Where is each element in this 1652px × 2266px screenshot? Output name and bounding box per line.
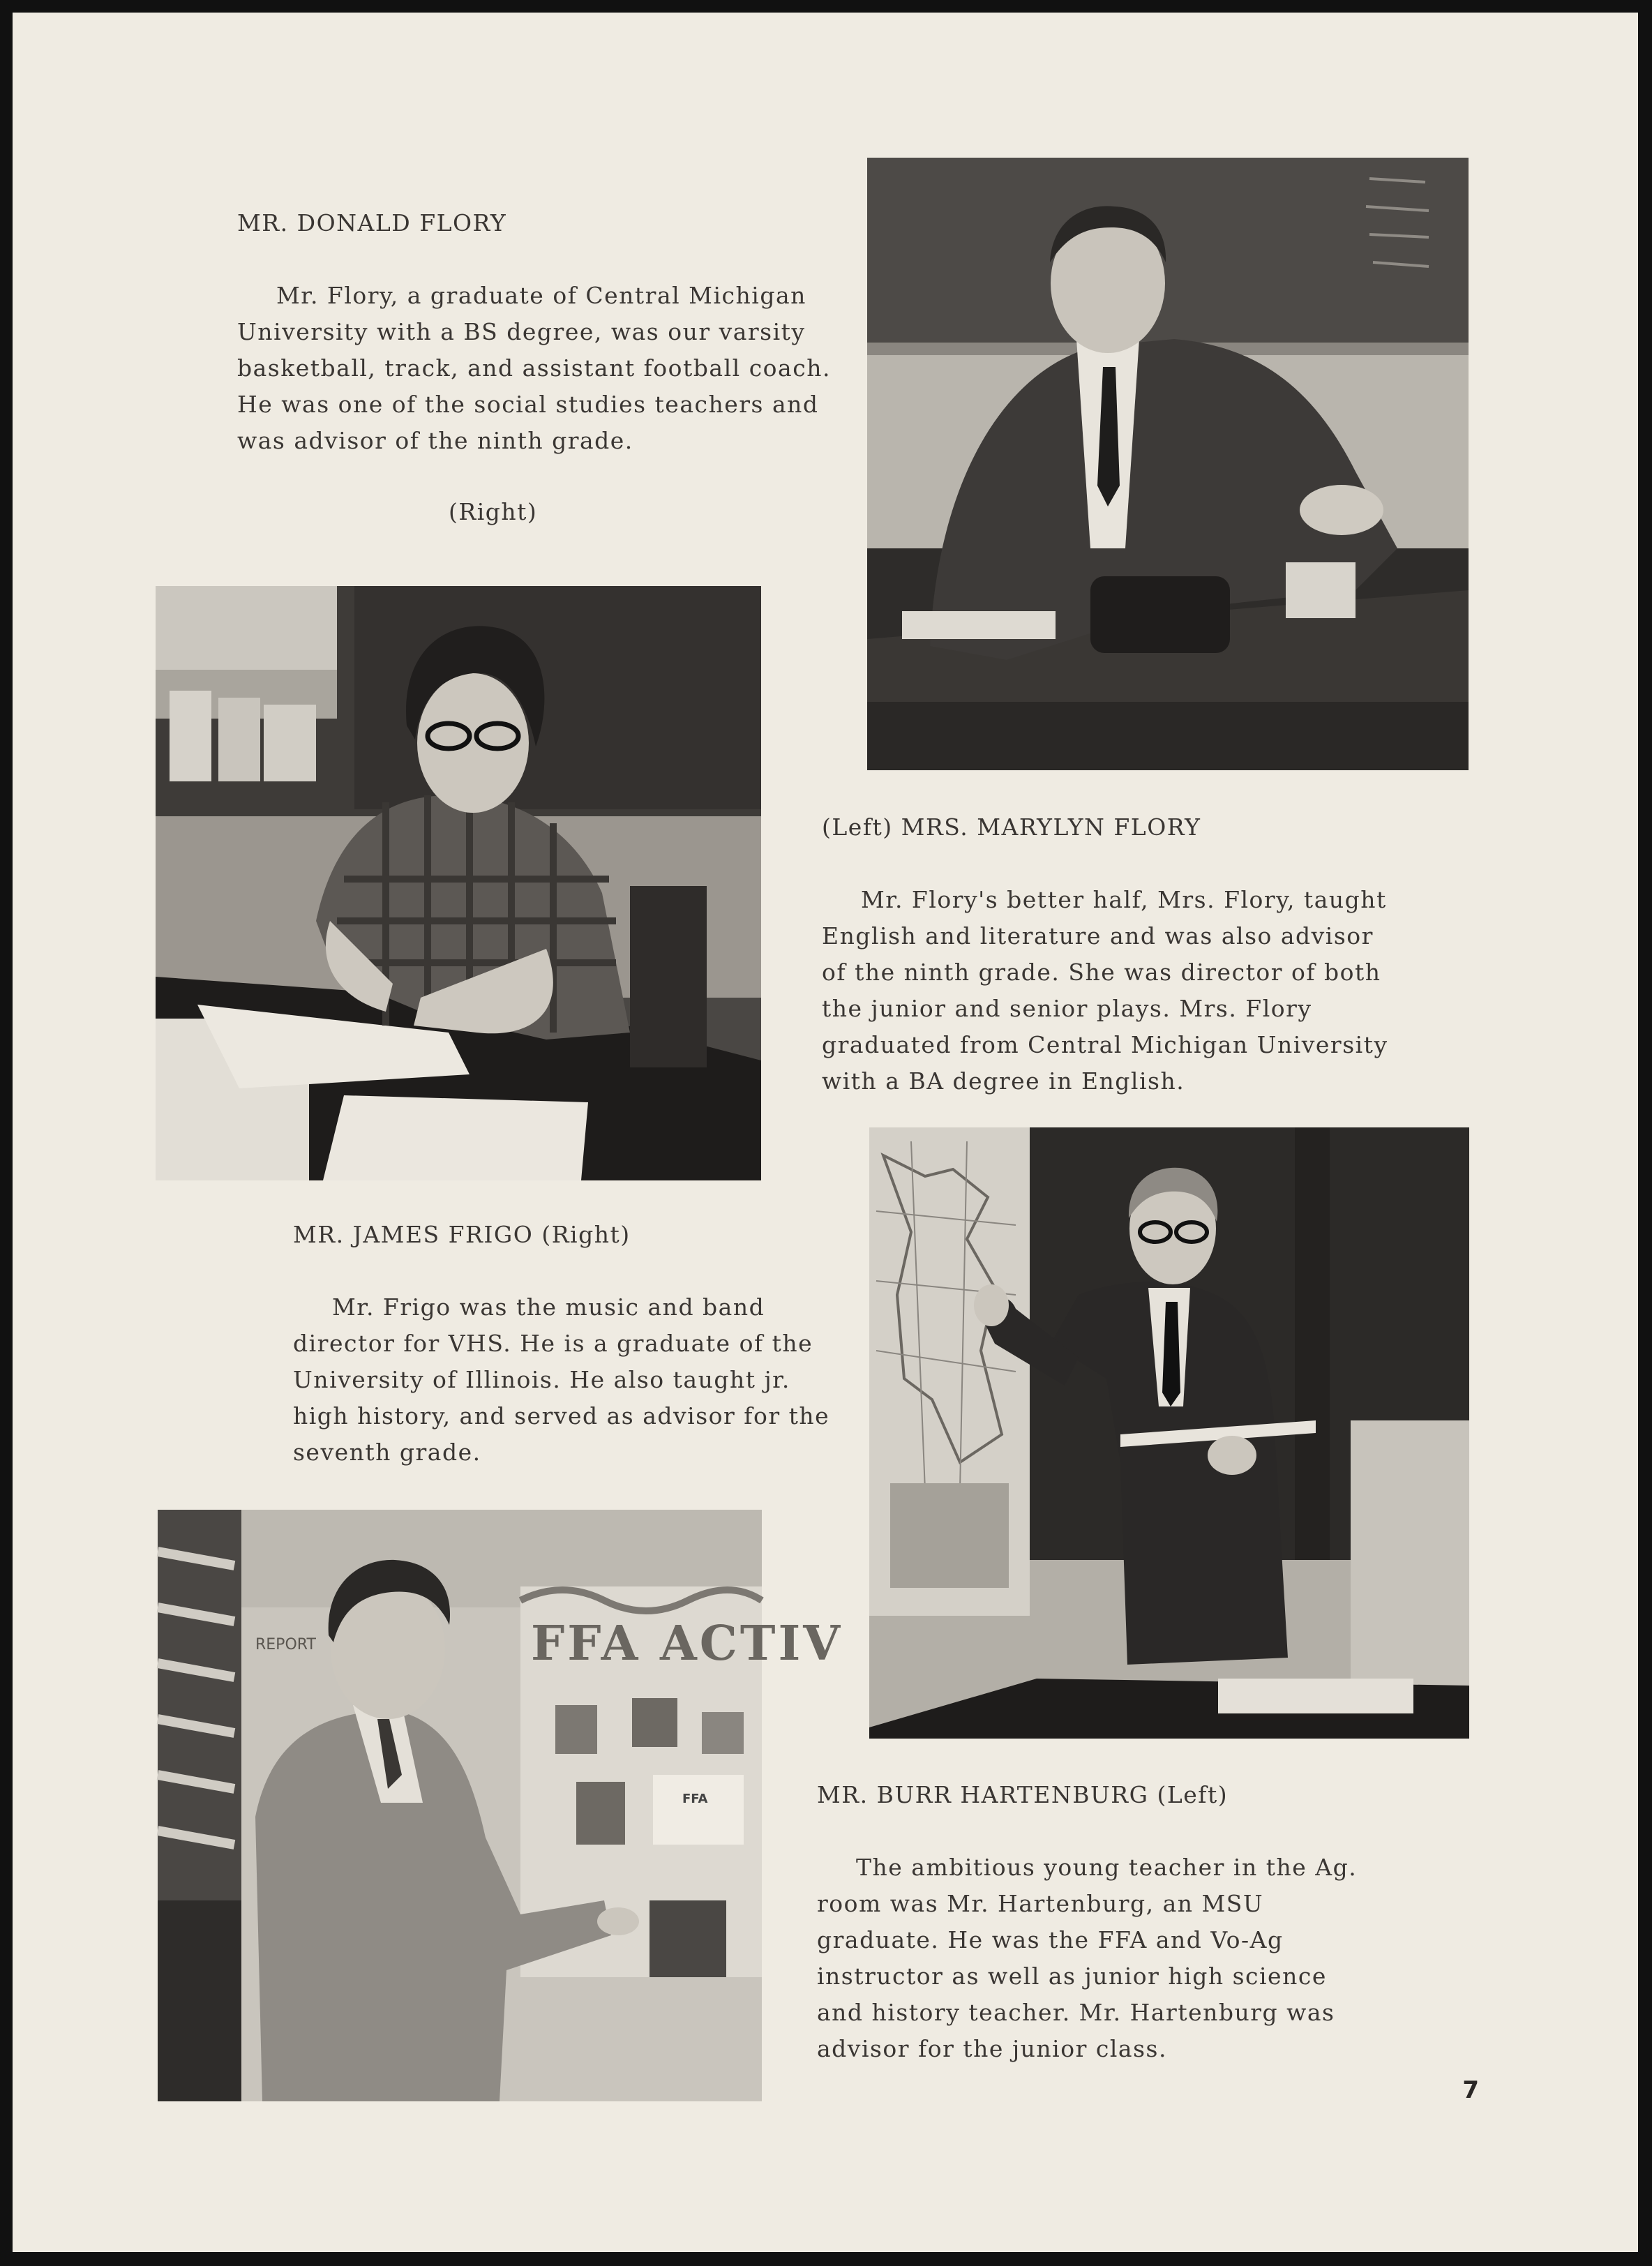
marylyn-flory-heading: (Left) MRS. MARYLYN FLORY xyxy=(822,813,1201,841)
marylyn-flory-paragraph: Mr. Flory's better half, Mrs. Flory, taught English and literature and was also advisor of the ninth grade. She was director of both the junior and senior plays. Mrs. Flory graduated from Central Michigan University with a BA degree in English. xyxy=(822,886,1388,1095)
photo-burr-hartenburg xyxy=(869,1127,1469,1739)
burr-hartenburg-paragraph: The ambitious young teacher in the Ag. room was Mr. Hartenburg, an MSU graduate. He was the FFA and Vo-Ag instructor as well as junior high science and history teacher. Mr. Hartenburg was advisor for the junior class. xyxy=(817,1854,1358,2062)
burr-hartenburg-bio xyxy=(817,1849,1375,2067)
photo-marylyn-flory xyxy=(156,586,761,1180)
donald-flory-heading: MR. DONALD FLORY xyxy=(237,209,507,237)
donald-flory-paragraph: Mr. Flory, a graduate of Central Michigan University with a BS degree, was our varsity basketball, track, and assistant football coach. He was one of the social studies teachers and was advisor of the ninth grade. xyxy=(237,282,831,454)
james-frigo-paragraph: Mr. Frigo was the music and band director for VHS. He is a graduate of the University of Illinois. He also taught jr. high history, and served as advisor for the seventh grade. xyxy=(293,1293,830,1466)
yearbook-page xyxy=(13,13,1638,2252)
photo-james-frigo xyxy=(158,1510,843,2101)
marylyn-flory-bio xyxy=(822,882,1394,1100)
james-frigo-heading: MR. JAMES FRIGO (Right) xyxy=(293,1221,631,1248)
photo-donald-flory xyxy=(867,158,1469,770)
report-sign-text: REPORT xyxy=(255,1636,316,1653)
ffa-poster-text: FFA xyxy=(682,1792,708,1806)
page-number: 7 xyxy=(1462,2076,1479,2104)
donald-flory-direction: (Right) xyxy=(449,498,538,525)
ffa-banner-text: FFA ACTIV xyxy=(531,1616,843,1672)
donald-flory-bio xyxy=(237,278,837,459)
burr-hartenburg-heading: MR. BURR HARTENBURG (Left) xyxy=(817,1781,1229,1808)
james-frigo-bio xyxy=(293,1289,837,1471)
